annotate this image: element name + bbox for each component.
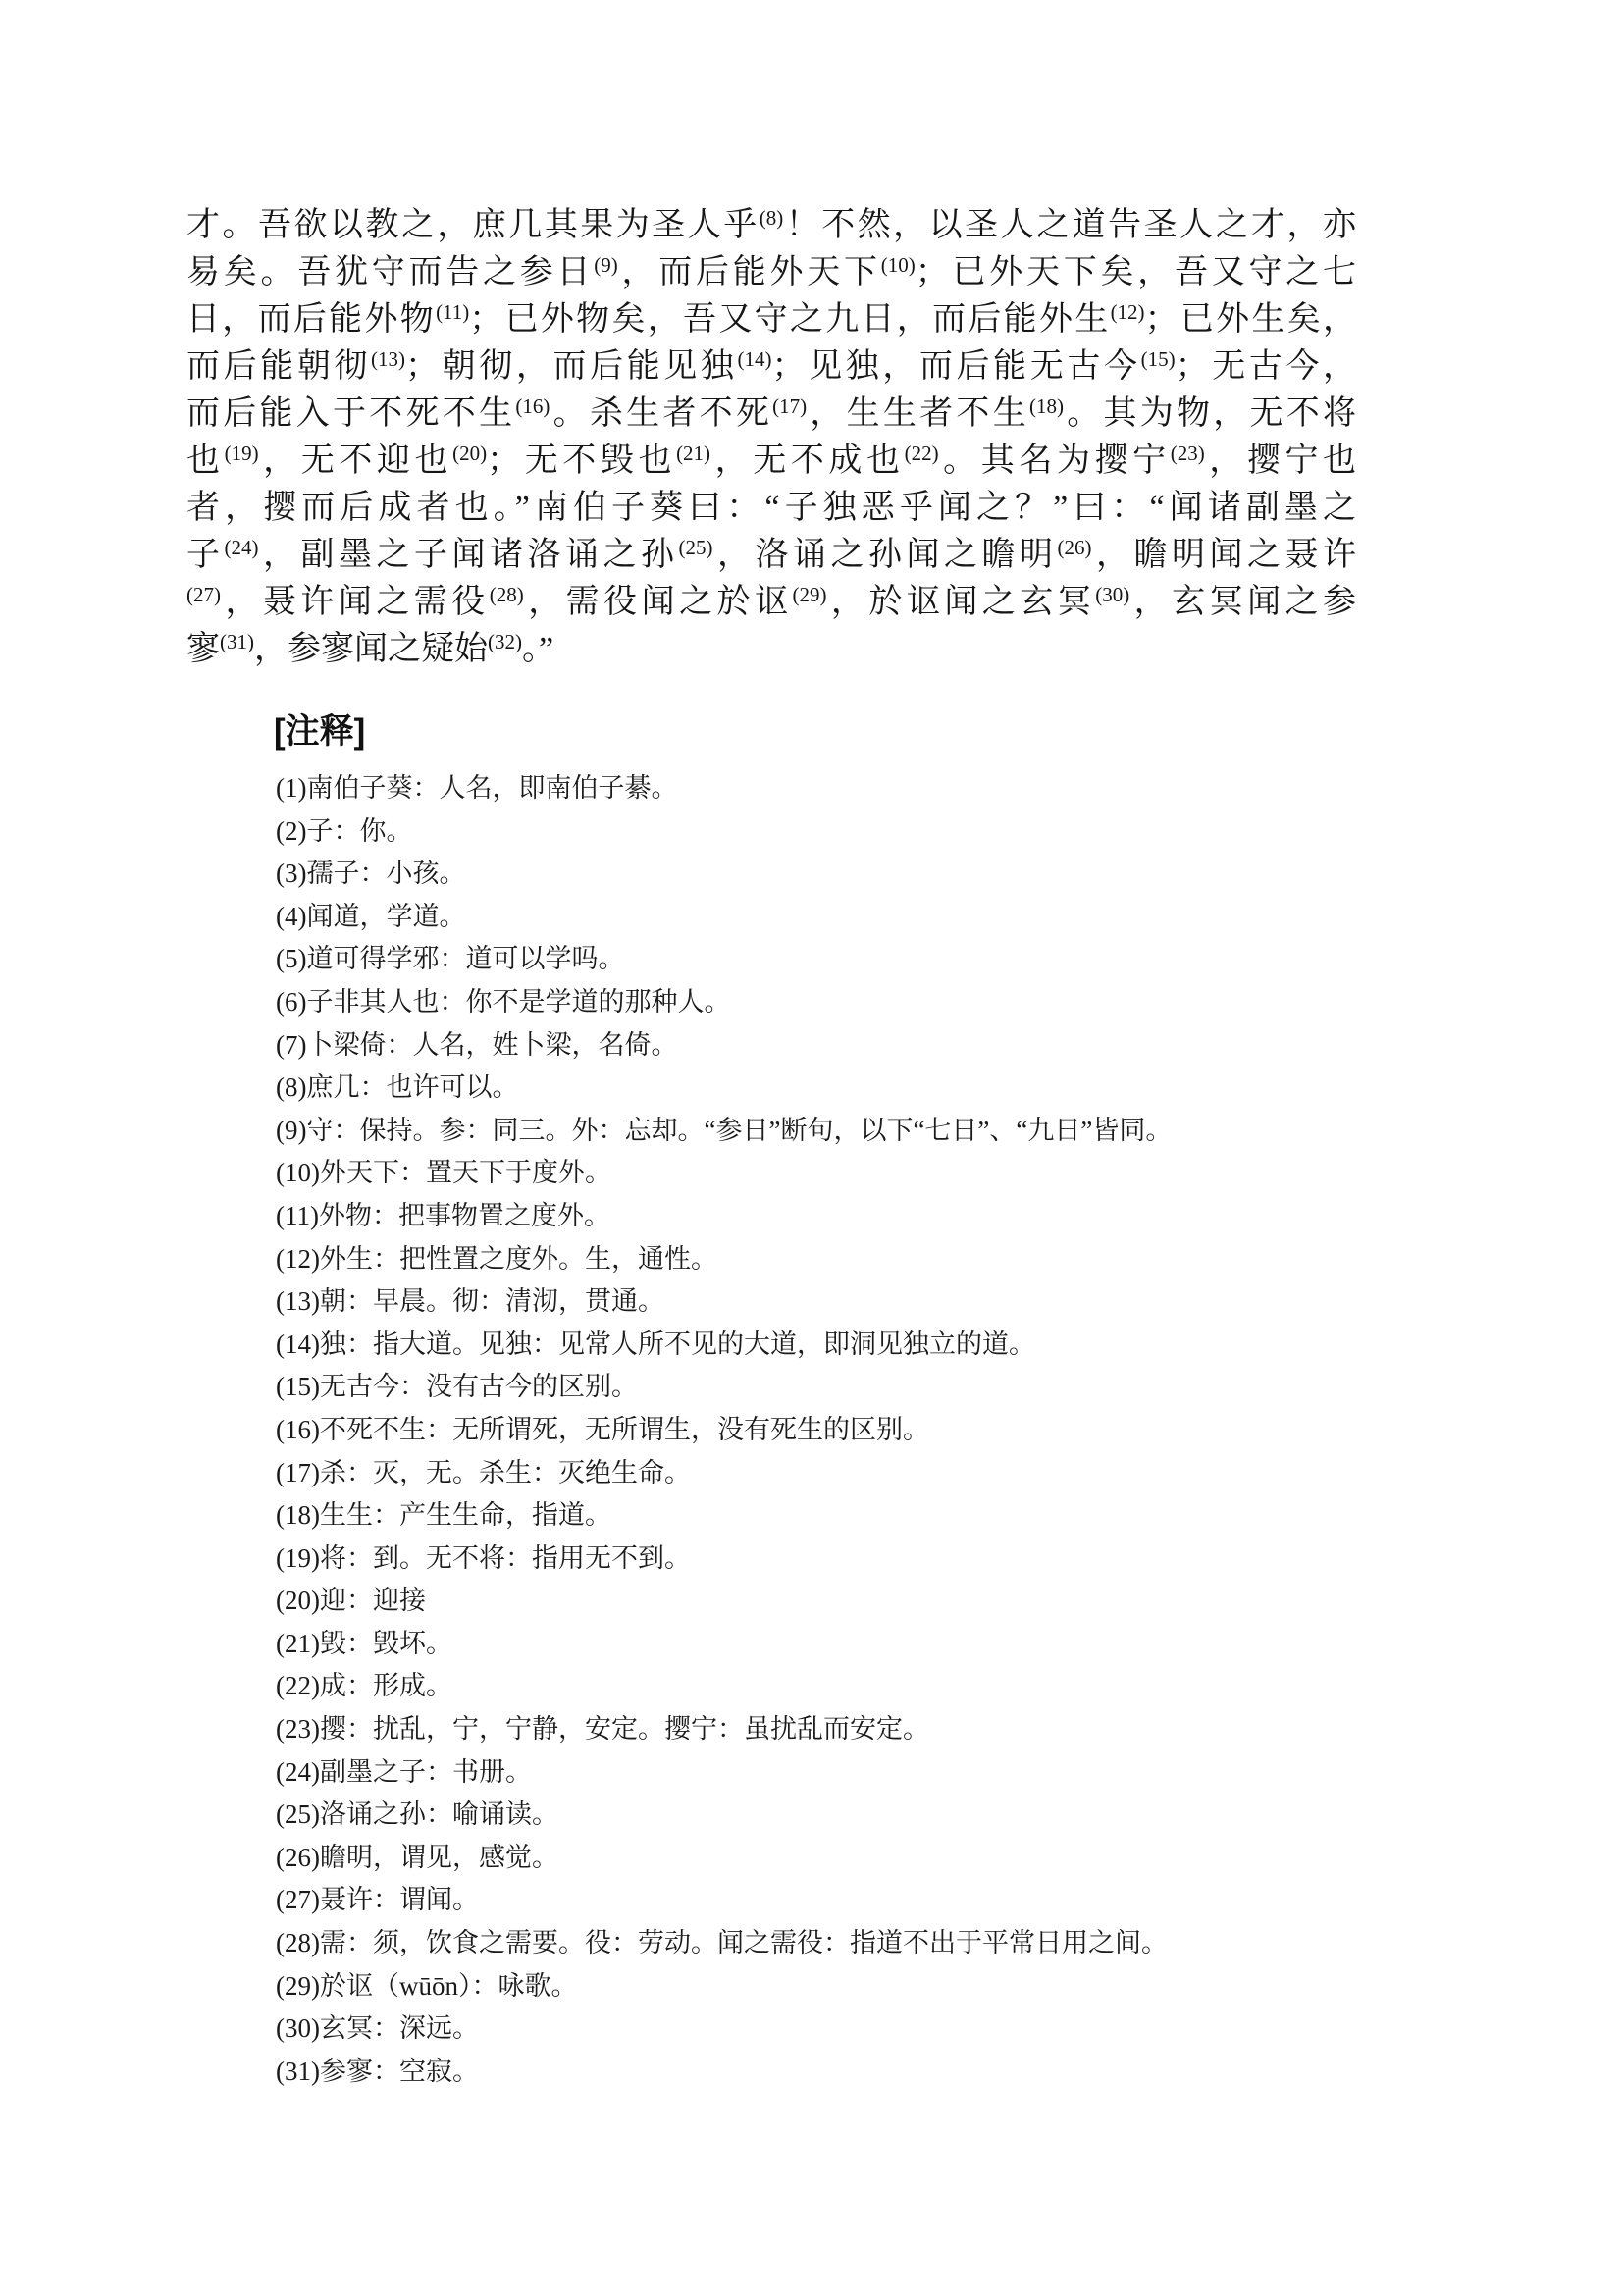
note-item: (5)道可得学邪：道可以学吗。: [276, 944, 625, 974]
note-item: (9)守：保持。参：同三。外：忘却。“参日”断句，以下“七日”、“九日”皆同。: [276, 1115, 1173, 1145]
text-line: 才。吾欲以教之，庶几其果为圣人乎$^{(8)}$！不然，以圣人之道告圣人之才，亦: [186, 206, 1356, 243]
note-reference: (26): [1057, 536, 1092, 559]
note-reference: (15): [1140, 347, 1176, 371]
note-reference: (9): [594, 253, 618, 277]
note-reference: (12): [1110, 300, 1145, 324]
note-reference: (22): [904, 442, 939, 465]
note-item: (12)外生：把性置之度外。生，通性。: [276, 1243, 717, 1274]
note-reference: (13): [371, 347, 406, 371]
note-item: (4)闻道，学道。: [276, 901, 466, 931]
note-reference: (25): [678, 536, 713, 559]
note-item: (13)朝：早晨。彻：清沏，贯通。: [276, 1286, 664, 1317]
note-item: (23)撄：扰乱，宁，宁静，安定。撄宁：虽扰乱而安定。: [276, 1714, 929, 1745]
note-reference: (19): [224, 442, 259, 465]
note-reference: (30): [1095, 583, 1130, 606]
note-item: (18)生生：产生生命，指道。: [276, 1500, 611, 1531]
text-line: 也$^{(19)}$，无不迎也$^{(20)}$；无不毁也$^{(21)}$，无不成也$^{(22)}$。其名为撄宁$^{(23)}$，撄宁也: [186, 442, 1357, 479]
text-line: 寥$^{(31)}$，参寥闻之疑始$^{(32)}$。”: [186, 630, 554, 667]
text-line: $^{(27)}$，聂许闻之需役$^{(28)}$，需役闻之於讴$^{(29)}$，於讴闻之玄冥$^{(30)}$，玄冥闻之参: [186, 583, 1357, 620]
note-reference: (17): [772, 394, 808, 418]
note-item: (30)玄冥：深远。: [276, 2013, 479, 2044]
note-reference: (10): [880, 253, 916, 277]
note-reference: (11): [436, 300, 470, 324]
note-item: (20)迎：迎接: [276, 1586, 426, 1616]
note-item: (2)子：你。: [276, 815, 413, 846]
note-reference: (18): [1028, 394, 1064, 418]
note-item: (27)聂许：谓闻。: [276, 1885, 479, 1915]
note-item: (16)不死不生：无所谓死，无所谓生，没有死生的区别。: [276, 1414, 929, 1444]
notes-heading: [注释]: [274, 712, 366, 751]
note-reference: (8): [759, 206, 784, 230]
note-item: (17)杀：灭，无。杀生：灭绝生命。: [276, 1457, 691, 1487]
note-item: (7)卜梁倚：人名，姓卜梁，名倚。: [276, 1029, 678, 1060]
note-item: (15)无古今：没有古今的区别。: [276, 1372, 638, 1402]
note-item: (28)需：须，饮食之需要。役：劳动。闻之需役：指道不出于平常日用之间。: [276, 1928, 1168, 1958]
note-item: (6)子非其人也：你不是学道的那种人。: [276, 986, 731, 1017]
note-reference: (20): [452, 442, 488, 465]
note-reference: (14): [737, 347, 772, 371]
note-reference: (16): [515, 394, 550, 418]
note-item: (14)独：指大道。见独：见常人所不见的大道，即洞见独立的道。: [276, 1329, 1035, 1359]
note-item: (29)於讴（wūōn）：咏歌。: [276, 1970, 578, 2001]
note-reference: (29): [792, 583, 827, 606]
notes-list: [276, 767, 1434, 2093]
note-item: (1)南伯子葵：人名，即南伯子綦。: [276, 773, 678, 803]
note-item: (19)将：到。无不将：指用无不到。: [276, 1542, 691, 1573]
text-line: 子$^{(24)}$，副墨之子闻诸洛诵之孙$^{(25)}$，洛诵之孙闻之瞻明$^{(26)}$，瞻明闻之聂许: [186, 536, 1356, 573]
note-item: (8)庶几：也许可以。: [276, 1072, 519, 1103]
note-reference: (23): [1170, 442, 1205, 465]
note-item: (31)参寥：空寂。: [276, 2056, 479, 2086]
note-item: (21)毁：毁坏。: [276, 1628, 452, 1658]
text-line: 者，撄而后成者也。”南伯子葵曰：“子独恶乎闻之？”曰：“闻诸副墨之: [186, 490, 1356, 526]
note-reference: (32): [488, 630, 522, 653]
text-line: 而后能朝彻$^{(13)}$；朝彻，而后能见独$^{(14)}$；见独，而后能无古今$^{(15)}$；无古今，: [186, 347, 1357, 385]
text-line: 而后能入于不死不生$^{(16)}$。杀生者不死$^{(17)}$，生生者不生$^{(18)}$。其为物，无不将: [186, 394, 1357, 432]
note-reference: (21): [676, 442, 711, 465]
note-reference: (24): [224, 536, 259, 559]
note-item: (25)洛诵之孙：喻诵读。: [276, 1799, 558, 1830]
text-line: 易矣。吾犹守而告之参日$^{(9)}$，而后能外天下$^{(10)}$；已外天下矣，吾又守之七: [186, 253, 1356, 290]
note-reference: (27): [186, 583, 221, 606]
note-reference: (28): [489, 583, 524, 606]
note-item: (3)孺子：小孩。: [276, 859, 466, 889]
note-item: (26)瞻明，谓见，感觉。: [276, 1842, 558, 1872]
note-item: (11)外物：把事物置之度外。: [276, 1200, 610, 1230]
text-line: 日，而后能外物$^{(11)}$；已外物矣，吾又守之九日，而后能外生$^{(12)}$；已外生矣，: [186, 300, 1357, 338]
main-paragraph: [186, 202, 1356, 673]
note-item: (24)副墨之子：书册。: [276, 1756, 532, 1787]
note-item: (10)外天下：置天下于度外。: [276, 1158, 611, 1188]
note-reference: (31): [220, 630, 254, 653]
note-item: (22)成：形成。: [276, 1671, 452, 1701]
